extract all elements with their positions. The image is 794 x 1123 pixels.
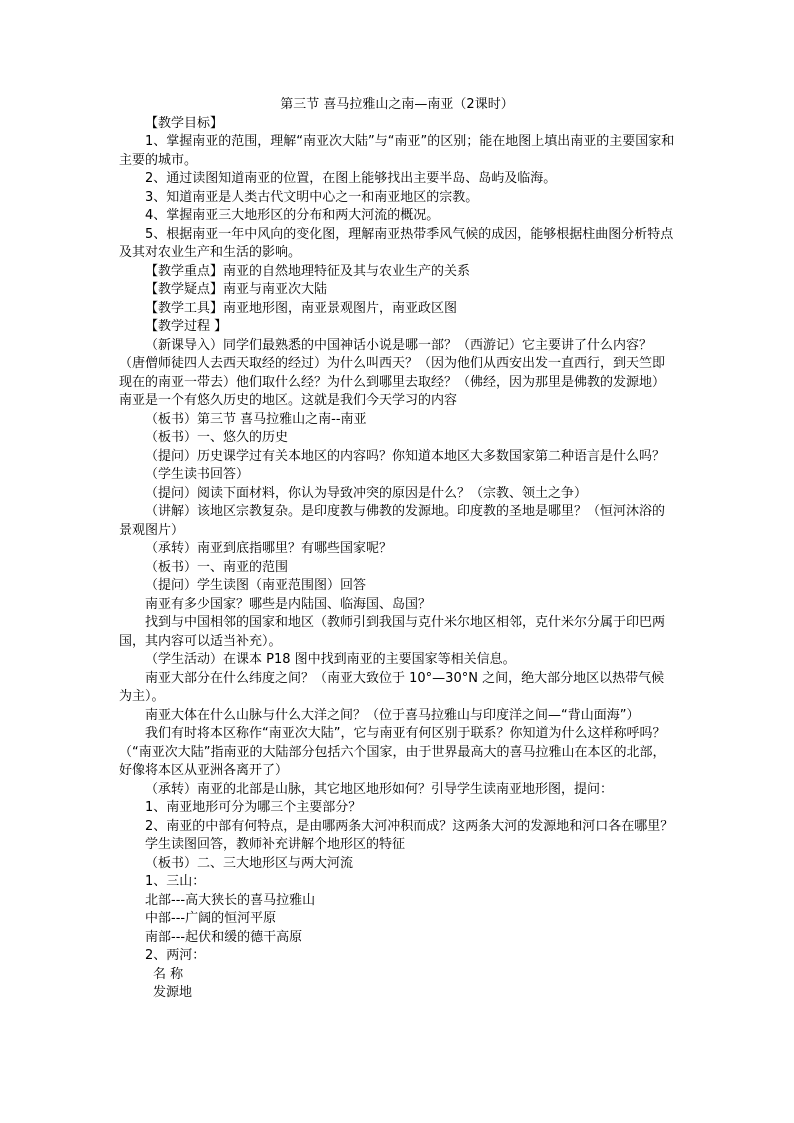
document-content <box>119 96 675 1003</box>
paragraph: 北部---高大狭长的喜马拉雅山 <box>145 892 316 908</box>
paragraph: （板书）二、三大地形区与两大河流 <box>145 855 354 871</box>
paragraph: 【教学过程 】 <box>145 319 228 334</box>
paragraph: 名 称 <box>153 966 184 982</box>
paragraph: 1、三山： <box>145 874 206 889</box>
paragraph: 5、根据南亚一年中风向的变化图，理解南亚热带季风气候的成因，能够根据柱曲图分析特点及其对农业生产和生活的影响。 <box>119 226 674 260</box>
paragraph: 我们有时将本区称作“南亚次大陆”，它与南亚有何区别于联系？你知道为什么这样称呼吗？（“南亚次大陆”指南亚的大陆部分包括六个国家，由于世界最高大的喜马拉雅山在本区的北部，好像将本区从亚洲各离开了） <box>119 726 666 778</box>
paragraph: 【教学重点】南亚的自然地理特征及其与农业生产的关系 <box>145 263 471 279</box>
paragraph: 南部---起伏和缓的德干高原 <box>145 929 303 945</box>
paragraph: 4、掌握南亚三大地形区的分布和两大河流的概况。 <box>145 208 440 223</box>
paragraph: （板书）一、悠久的历史 <box>145 430 289 445</box>
paragraph: （承转）南亚的北部是山脉，其它地区地形如何？引导学生读南亚地形图，提问： <box>145 781 614 797</box>
paragraph: 2、通过读图知道南亚的位置，在图上能够找出主要半岛、岛屿及临海。 <box>145 171 557 186</box>
paragraph: 学生读图回答，教师补充讲解个地形区的特征 <box>145 837 406 852</box>
paragraph: 1、掌握南亚的范围，理解“南亚次大陆”与“南亚”的区别；能在地图上填出南亚的主要国家和主要的城市。 <box>119 134 675 168</box>
paragraph: （新课导入）同学们最熟悉的中国神话小说是哪一部？（西游记）它主要讲了什么内容？（唐僧师徒四人去西天取经的经过）为什么叫西天？（因为他们从西安出发一直西行，到天竺即现在的南亚一带去）他们取什么经？为什么到哪里去取经？（佛经，因为那里是佛教的发源地）南亚是一个有悠久历史的地区。这就是我们今天学习的内容 <box>119 337 666 408</box>
paragraph: （学生读书回答） <box>145 467 250 482</box>
paragraph: （承转）南亚到底指哪里？有哪些国家呢？ <box>145 541 393 556</box>
paragraph: （提问）学生读图（南亚范围图）回答 <box>145 578 367 593</box>
paragraph: 中部---广阔的恒河平原 <box>145 911 277 926</box>
paragraph: 2、两河： <box>145 948 206 963</box>
paragraph: 1、南亚地形可分为哪三个主要部分？ <box>145 800 362 815</box>
paragraph: 发源地 <box>153 985 193 1000</box>
paragraph: 南亚大体在什么山脉与什么大洋之间？（位于喜马拉雅山与印度洋之间—“背山面海”） <box>145 707 640 723</box>
document-body <box>119 115 675 1003</box>
paragraph: （板书）第三节 喜马拉雅山之南--南亚 <box>145 411 367 427</box>
paragraph: 3、知道南亚是人类古代文明中心之一和南亚地区的宗教。 <box>145 189 479 205</box>
paragraph: （学生活动）在课本 P18 图中找到南亚的主要国家等相关信息。 <box>145 652 516 667</box>
paragraph: （板书）一、南亚的范围 <box>145 559 289 575</box>
paragraph: 南亚大部分在什么纬度之间？（南亚大致位于 10°—30°N 之间，绝大部分地区以热带气候为主）。 <box>119 670 665 704</box>
paragraph: 2、南亚的中部有何特点，是由哪两条大河冲积而成？这两条大河的发源地和河口各在哪里？ <box>145 818 674 834</box>
paragraph: （讲解）该地区宗教复杂。是印度教与佛教的发源地。印度教的圣地是哪里？（恒河沐浴的景观图片） <box>119 504 666 538</box>
paragraph: （提问）历史课学过有关本地区的内容吗？你知道本地区大多数国家第二种语言是什么吗？ <box>145 448 666 464</box>
paragraph: 【教学疑点】南亚与南亚次大陆 <box>145 282 328 297</box>
document-title: 第三节 喜马拉雅山之南—南亚（2课时） <box>280 97 514 112</box>
paragraph: （提问）阅读下面材料，你认为导致冲突的原因是什么？（宗教、领土之争） <box>145 485 588 501</box>
paragraph: 【教学工具】南亚地形图，南亚景观图片，南亚政区图 <box>145 300 458 316</box>
paragraph: 南亚有多少国家？哪些是内陆国、临海国、岛国？ <box>145 596 432 612</box>
paragraph: 【教学目标】 <box>145 115 224 131</box>
paragraph: 找到与中国相邻的国家和地区（教师引到我国与克什米尔地区相邻，克什米尔分属于印巴两国，其内容可以适当补充）。 <box>119 615 666 649</box>
